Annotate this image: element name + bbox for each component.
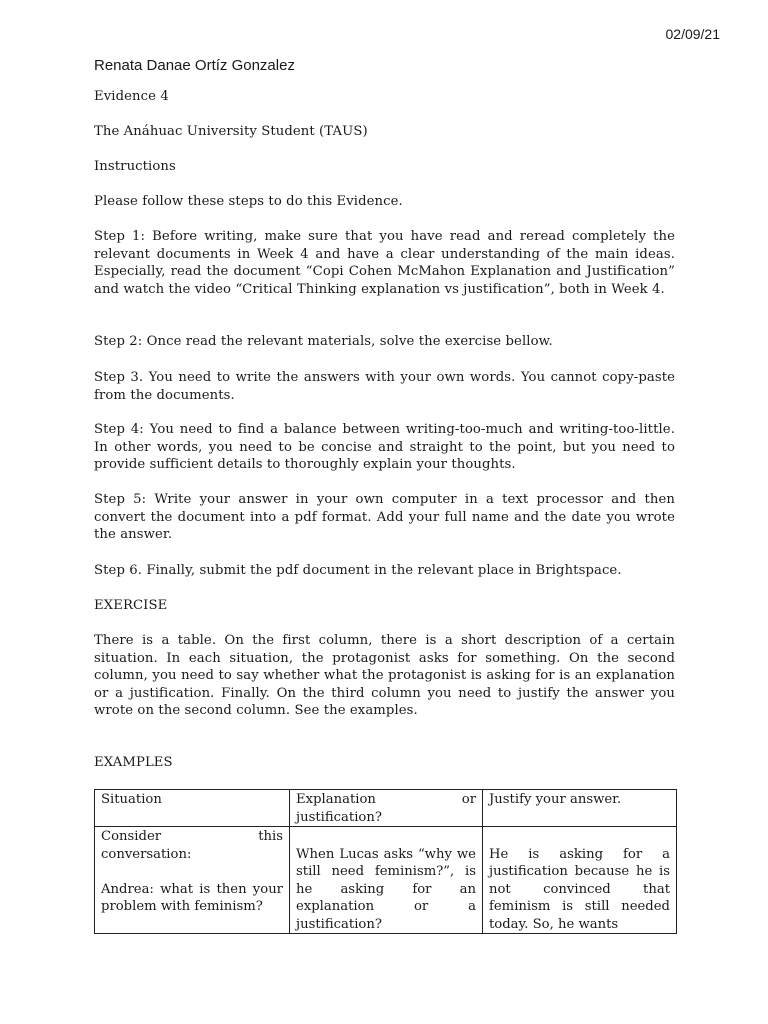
situation-dialogue: Andrea: what is then your problem with feminism?	[101, 881, 283, 914]
exercise-heading: EXERCISE	[94, 598, 168, 613]
table-header-justify: Justify your answer.	[483, 790, 677, 827]
situation-cell	[95, 827, 290, 934]
document-date: 02/09/21	[665, 26, 720, 42]
step-3: Step 3. You need to write the answers with your own words. You cannot copy-paste from the documents.	[94, 370, 675, 403]
author-name: Renata Danae Ortíz Gonzalez	[94, 57, 295, 74]
instructions-heading: Instructions	[94, 159, 176, 174]
step-5: Step 5: Write your answer in your own computer in a text processor and then convert the document into a pdf format. Add your full name and the date you wrote the answer.	[94, 492, 675, 542]
justify-cell	[483, 827, 677, 934]
exercise-description: There is a table. On the first column, there is a short description of a certain situation. In each situation, the protagonist asks for something. On the second column, you need to say whether what the protagonist is asking for is an explanation or a justification. Finally. On the third column you need to justify the answer you wrote on the second column. See the examples.	[94, 633, 675, 718]
course-title: The Anáhuac University Student (TAUS)	[94, 124, 368, 139]
table-header-explanation: Explanation or justification?	[290, 790, 483, 827]
step-4: Step 4: You need to find a balance between writing-too-much and writing-too-little. In other words, you need to be concise and straight to the point, but you need to provide sufficient details to thoroughly explain your thoughts.	[94, 422, 675, 472]
step-2: Step 2: Once read the relevant materials, solve the exercise bellow.	[94, 334, 553, 349]
table-header-row	[95, 790, 677, 827]
instructions-intro: Please follow these steps to do this Evidence.	[94, 194, 403, 209]
evidence-title: Evidence 4	[94, 89, 169, 104]
explanation-cell	[290, 827, 483, 934]
examples-heading: EXAMPLES	[94, 755, 173, 770]
table-row	[95, 827, 677, 934]
justify-text: He is asking for a justification because he is not convinced that feminism is still needed today. So, he wants	[489, 846, 670, 932]
explanation-text: When Lucas asks “why we still need feminism?”, is he asking for an explanation or a justification?	[296, 846, 476, 932]
situation-intro: Consider this conversation:	[101, 829, 283, 862]
step-6: Step 6. Finally, submit the pdf document in the relevant place in Brightspace.	[94, 563, 622, 578]
step-1: Step 1: Before writing, make sure that you have read and reread completely the relevant documents in Week 4 and have a clear understanding of the main ideas. Especially, read the document “Copi Cohen McMahon Explanation and Justification” and watch the video “Critical Thinking explanation vs justification”, both in Week 4.	[94, 229, 675, 297]
examples-table	[94, 789, 677, 934]
table-header-situation: Situation	[95, 790, 290, 827]
